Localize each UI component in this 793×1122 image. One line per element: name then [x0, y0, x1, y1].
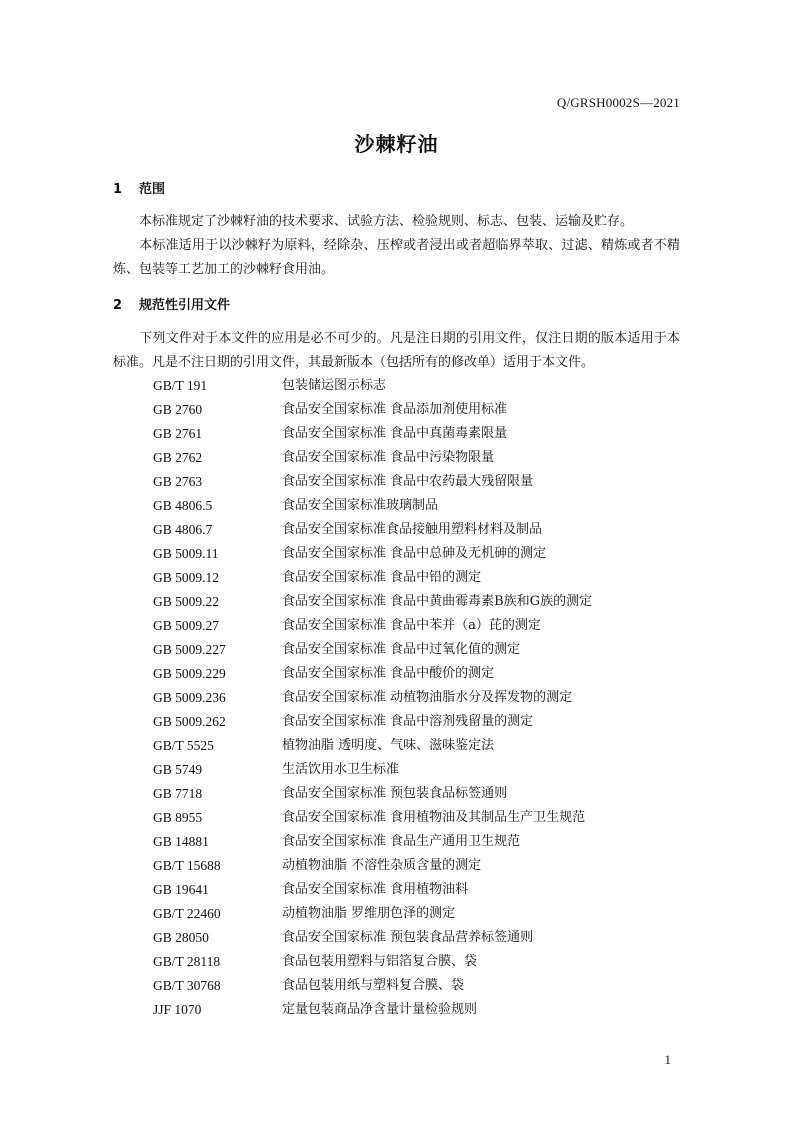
reference-name: 食品安全国家标准 食品中污染物限量 — [282, 450, 495, 465]
reference-row — [153, 566, 680, 590]
reference-name: 食品安全国家标准玻璃制品 — [282, 498, 439, 513]
reference-row — [153, 590, 680, 614]
reference-name: 食品安全国家标准 预包装食品标签通则 — [282, 786, 508, 801]
document-title: 沙棘籽油 — [354, 132, 439, 156]
reference-name: 食品安全国家标准 食品中总砷及无机砷的测定 — [282, 546, 547, 561]
reference-name: 食品安全国家标准 食用植物油料 — [282, 882, 469, 897]
reference-code: GB 5009.227 — [153, 642, 226, 657]
reference-code: GB 2761 — [153, 426, 203, 441]
reference-row — [153, 902, 680, 926]
section-1-paragraph-2 — [113, 234, 680, 282]
reference-row — [153, 998, 680, 1022]
reference-row — [153, 446, 680, 470]
reference-name: 食品安全国家标准 动植物油脂水分及挥发物的测定 — [282, 690, 573, 705]
reference-name: 食品安全国家标准 预包装食品营养标签通则 — [282, 930, 534, 945]
reference-code: GB 2763 — [153, 474, 203, 489]
reference-row — [153, 494, 680, 518]
reference-row — [153, 878, 680, 902]
reference-name: 食品安全国家标准 食品中溶剂残留量的测定 — [282, 714, 534, 729]
section-2-intro — [113, 327, 680, 375]
reference-code: GB 5009.27 — [153, 618, 220, 633]
reference-code: JJF 1070 — [153, 1002, 202, 1017]
reference-name: 食品包装用纸与塑料复合膜、袋 — [282, 978, 465, 993]
reference-name: 食品安全国家标准 食品添加剂使用标准 — [282, 402, 508, 417]
section-1-paragraph-1-text: 本标准规定了沙棘籽油的技术要求、试验方法、检验规则、标志、包装、运输及贮存。 — [139, 214, 634, 229]
reference-code: GB 2760 — [153, 402, 203, 417]
reference-code: GB 19641 — [153, 882, 209, 897]
reference-name: 食品安全国家标准 食品生产通用卫生规范 — [282, 834, 521, 849]
reference-code: GB 5009.22 — [153, 594, 220, 609]
reference-name: 食品安全国家标准食品接触用塑料材料及制品 — [282, 522, 543, 537]
reference-code: GB/T 15688 — [153, 858, 221, 873]
section-1-paragraph-2-text: 本标准适用于以沙棘籽为原料，经除杂、压榨或者浸出或者超临界萃取、过滤、精炼或者不精炼、包装等工艺加工的沙棘籽食用油。 — [113, 238, 680, 277]
reference-code: GB 5009.11 — [153, 546, 219, 561]
reference-row — [153, 470, 680, 494]
reference-code: GB 8955 — [153, 810, 203, 825]
reference-code: GB/T 191 — [153, 378, 208, 393]
reference-row — [153, 926, 680, 950]
reference-code: GB 5749 — [153, 762, 203, 777]
reference-code: GB/T 30768 — [153, 978, 221, 993]
reference-name: 植物油脂 透明度、气味、滋味鉴定法 — [282, 738, 495, 753]
reference-row — [153, 734, 680, 758]
reference-row — [153, 782, 680, 806]
section-2-number: 2 — [113, 298, 123, 313]
section-1-heading — [113, 178, 165, 197]
reference-name: 动植物油脂 不溶性杂质含量的测定 — [282, 858, 482, 873]
reference-code: GB 2762 — [153, 450, 203, 465]
reference-code: GB 14881 — [153, 834, 209, 849]
reference-row — [153, 950, 680, 974]
reference-row — [153, 710, 680, 734]
reference-code: GB 5009.12 — [153, 570, 220, 585]
reference-code: GB 4806.7 — [153, 522, 213, 537]
reference-row — [153, 830, 680, 854]
section-2-heading — [113, 294, 230, 313]
reference-code: GB 4806.5 — [153, 498, 213, 513]
reference-row — [153, 614, 680, 638]
reference-name: 动植物油脂 罗维朋色泽的测定 — [282, 906, 456, 921]
reference-name: 食品安全国家标准 食用植物油及其制品生产卫生规范 — [282, 810, 586, 825]
section-2-intro-text: 下列文件对于本文件的应用是必不可少的。凡是注日期的引用文件，仅注日期的版本适用于本标准。凡是不注日期的引用文件，其最新版本（包括所有的修改单）适用于本文件。 — [113, 331, 680, 370]
reference-row — [153, 854, 680, 878]
reference-row — [153, 974, 680, 998]
reference-row — [153, 542, 680, 566]
reference-code: GB 7718 — [153, 786, 203, 801]
reference-name: 食品安全国家标准 食品中过氧化值的测定 — [282, 642, 521, 657]
section-1-number: 1 — [113, 182, 123, 197]
reference-row — [153, 806, 680, 830]
reference-name: 包装储运图示标志 — [282, 378, 387, 393]
page-number: 1 — [664, 1052, 671, 1067]
reference-code: GB/T 28118 — [153, 954, 221, 969]
reference-name: 生活饮用水卫生标准 — [282, 762, 400, 777]
reference-code: GB/T 22460 — [153, 906, 221, 921]
reference-code: GB 5009.229 — [153, 666, 226, 681]
reference-code: GB 28050 — [153, 930, 209, 945]
reference-row — [153, 422, 680, 446]
reference-row — [153, 686, 680, 710]
reference-name: 食品安全国家标准 食品中黄曲霉毒素B族和G族的测定 — [282, 594, 593, 609]
reference-name: 食品安全国家标准 食品中铅的测定 — [282, 570, 482, 585]
reference-name: 食品安全国家标准 食品中农药最大残留限量 — [282, 474, 534, 489]
document-code: Q/GRSH0002S—2021 — [556, 95, 680, 110]
reference-row — [153, 662, 680, 686]
section-1-title: 范围 — [139, 182, 166, 197]
reference-code: GB 5009.262 — [153, 714, 226, 729]
reference-row — [153, 374, 680, 398]
reference-name: 食品安全国家标准 食品中酸价的测定 — [282, 666, 495, 681]
section-1-paragraph-1 — [113, 210, 680, 234]
reference-code: GB/T 5525 — [153, 738, 214, 753]
reference-row — [153, 638, 680, 662]
reference-list — [153, 374, 680, 1022]
reference-row — [153, 758, 680, 782]
reference-row — [153, 518, 680, 542]
section-2-title: 规范性引用文件 — [139, 298, 231, 313]
reference-name: 食品安全国家标准 食品中苯并（a）芘的测定 — [282, 618, 541, 633]
reference-code: GB 5009.236 — [153, 690, 226, 705]
reference-name: 食品安全国家标准 食品中真菌毒素限量 — [282, 426, 508, 441]
reference-name: 定量包装商品净含量计量检验规则 — [282, 1002, 478, 1017]
reference-name: 食品包装用塑料与铝箔复合膜、袋 — [282, 954, 478, 969]
reference-row — [153, 398, 680, 422]
